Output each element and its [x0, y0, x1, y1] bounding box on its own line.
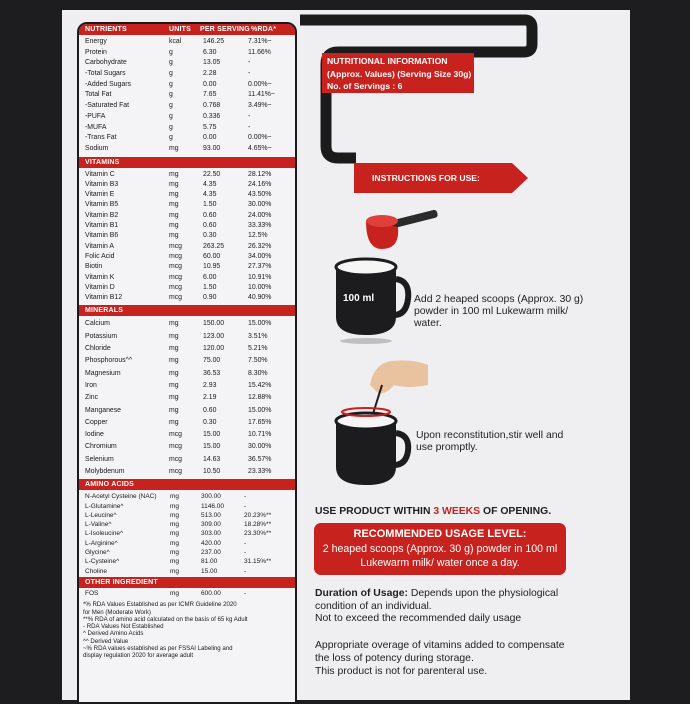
- nutrition-facts-panel: [77, 22, 297, 704]
- nutrients-row: [79, 69, 295, 80]
- nutrient-name: Sodium: [85, 144, 109, 152]
- amino-acids-header: [79, 479, 295, 490]
- per-serving-value: 15.00: [203, 443, 221, 451]
- per-serving-value: 0.30: [203, 418, 217, 426]
- step-1-line-3: water.: [414, 318, 442, 330]
- rda-percent: 11.66%: [248, 48, 271, 56]
- rda-percent: 10.00%: [248, 283, 272, 291]
- per-serving-value: 13.05: [203, 59, 221, 67]
- nutrient-name: Vitamin K: [85, 273, 115, 281]
- footnote-line: for Men (Moderate Work): [83, 608, 151, 616]
- minerals-row: [79, 466, 295, 478]
- nutrients-row: [79, 123, 295, 134]
- rda-percent: 20.23%**: [244, 511, 272, 519]
- duration-label: Duration of Usage:: [315, 588, 408, 599]
- rda-percent: 15.42%: [248, 381, 272, 389]
- unit: mg: [169, 232, 179, 240]
- rda-percent: -: [244, 549, 247, 557]
- step-2-line-1: Upon reconstitution,stir well and: [416, 430, 564, 441]
- per-serving-value: 420.00: [201, 539, 221, 547]
- nutrient-name: Potassium: [85, 332, 118, 340]
- unit: mg: [169, 345, 179, 353]
- note-line-1: Appropriate overage of vitamins added to compensate: [315, 640, 565, 651]
- vitamins-row: [79, 170, 295, 180]
- stirring-mug-icon: [330, 355, 430, 495]
- per-serving-value: 1.50: [203, 283, 217, 291]
- unit: mg: [169, 170, 179, 178]
- rda-percent: 28.12%: [248, 170, 272, 178]
- nutrient-name: Vitamin A: [85, 242, 114, 250]
- rda-percent: 43.50%: [248, 191, 272, 199]
- serving-size: (Approx. Values) (Serving Size 30g): [327, 68, 472, 79]
- nutrient-name: Biotin: [85, 263, 103, 271]
- rda-percent: -: [248, 123, 251, 131]
- unit: mcg: [169, 431, 183, 439]
- nutrient-name: Total Fat: [85, 91, 112, 99]
- rda-percent: -: [244, 589, 247, 597]
- nutrient-name: Vitamin B6: [85, 232, 119, 240]
- note-line-3: This product is not for parenteral use.: [315, 665, 488, 677]
- rda-percent: 24.00%: [248, 211, 272, 219]
- vitamins-row: [79, 293, 295, 303]
- rda-percent: 3.49%~: [248, 102, 272, 110]
- amino-acids-table: [79, 490, 295, 576]
- per-serving-value: 0.00: [203, 134, 217, 142]
- nutrient-name: L-Glutamine^: [85, 502, 124, 510]
- per-serving-value: 0.90: [203, 294, 217, 302]
- per-serving-value: 0.60: [203, 406, 217, 414]
- rda-percent: 31.15%**: [244, 558, 272, 566]
- recommended-usage-box: [314, 523, 566, 575]
- per-serving-value: 6.00: [203, 273, 217, 281]
- nutrition-info-title: NUTRITIONAL INFORMATION: [327, 56, 448, 66]
- vitamins-row: [79, 252, 295, 262]
- per-serving-value: 2.93: [203, 381, 217, 389]
- rda-percent: 36.57%: [248, 455, 272, 463]
- minerals-row: [79, 392, 295, 404]
- per-serving-value: 6.30: [203, 48, 217, 56]
- amino-acids-row: [79, 548, 295, 557]
- vitamins-row: [79, 242, 295, 252]
- unit: mcg: [169, 443, 183, 451]
- rda-percent: 11.41%~: [248, 91, 275, 99]
- minerals-row: [79, 405, 295, 417]
- rda-percent: -: [244, 539, 247, 547]
- minerals-row: [79, 380, 295, 392]
- use-within-notice: [315, 506, 551, 518]
- per-serving-value: 300.00: [201, 493, 221, 501]
- nutrient-name: L-Leucine^: [85, 511, 117, 519]
- nutrients-row: [79, 112, 295, 123]
- minerals-row: [79, 417, 295, 429]
- unit: mcg: [169, 263, 183, 271]
- unit: mg: [169, 222, 179, 230]
- unit: mcg: [169, 252, 183, 260]
- unit: mg: [169, 332, 179, 340]
- rda-percent: 0.00%~: [248, 80, 272, 88]
- per-serving-value: 263.25: [203, 242, 225, 250]
- unit: g: [169, 112, 173, 120]
- use-within-suffix: OF OPENING.: [480, 506, 552, 517]
- unit: g: [169, 80, 173, 88]
- nutritional-information-banner: [322, 53, 474, 93]
- per-serving-value: 22.50: [203, 170, 221, 178]
- rda-percent: 15.00%: [248, 406, 272, 414]
- nutrient-name: Folic Acid: [85, 252, 115, 260]
- nutrient-name: -PUFA: [85, 112, 106, 120]
- col-nutrients: NUTRIENTS: [85, 26, 127, 33]
- unit: g: [169, 123, 173, 131]
- nutrient-name: Choline: [85, 567, 108, 575]
- per-serving-value: 123.00: [203, 332, 225, 340]
- cup-volume-label: 100 ml: [343, 293, 375, 304]
- amino-acids-row: [79, 511, 295, 520]
- scoop-icon: [360, 205, 442, 253]
- unit: g: [169, 70, 173, 78]
- per-serving-value: 15.00: [201, 567, 218, 575]
- nutrient-name: Vitamin B5: [85, 201, 119, 209]
- recommended-line-2: Lukewarm milk/ water once a day.: [360, 557, 520, 569]
- vitamins-row: [79, 262, 295, 272]
- number-of-servings: No. of Servings : 6: [327, 81, 403, 91]
- step-2-text: [416, 430, 563, 454]
- vitamins-row: [79, 273, 295, 283]
- amino-acids-row: [79, 529, 295, 538]
- unit: g: [169, 59, 173, 67]
- vitamins-header: [79, 157, 295, 168]
- step-1-line-1: Add 2 heaped scoops (Approx. 30 g): [414, 294, 584, 305]
- rda-percent: 26.32%: [248, 242, 272, 250]
- minerals-table: [79, 316, 295, 478]
- footnote-line: ^ Derived Amino Acids: [83, 630, 144, 638]
- per-serving-value: 75.00: [203, 357, 221, 365]
- other-row: [79, 589, 295, 598]
- unit: g: [169, 48, 173, 56]
- unit: kcal: [169, 38, 182, 45]
- nutrients-row: [79, 58, 295, 69]
- nutrient-name: -Trans Fat: [85, 134, 117, 142]
- per-serving-value: 81.00: [201, 558, 218, 566]
- minerals-row: [79, 368, 295, 380]
- footnote-line: ~% RDA values established as per FSSAI Labeling and: [83, 645, 233, 653]
- nutrient-name: FOS: [85, 589, 99, 597]
- unit: mg: [169, 191, 179, 199]
- per-serving-value: 60.00: [203, 252, 221, 260]
- amino-acids-row: [79, 502, 295, 511]
- nutrients-row: [79, 37, 295, 48]
- amino-acids-row: [79, 567, 295, 576]
- footnote-line: *% RDA Values Established as per ICMR Guideline 2020: [83, 601, 237, 609]
- rda-percent: 3.51%: [248, 332, 268, 340]
- nutrient-name: Selenium: [85, 455, 114, 463]
- minerals-row: [79, 355, 295, 367]
- per-serving-value: 0.336: [203, 112, 221, 120]
- nutrient-name: Vitamin B12: [85, 294, 123, 302]
- nutrient-name: L-Arginine^: [85, 539, 118, 547]
- rda-percent: 0.00%~: [248, 134, 272, 142]
- unit: mg: [170, 558, 180, 566]
- nutrients-row: [79, 101, 295, 112]
- unit: mg: [169, 144, 179, 152]
- vitamins-row: [79, 180, 295, 190]
- per-serving-value: 15.00: [203, 431, 221, 439]
- unit: mg: [170, 539, 180, 547]
- rda-percent: 34.00%: [248, 252, 272, 260]
- per-serving-value: 36.53: [203, 369, 221, 377]
- duration-text-3: Not to exceed the recommended daily usage: [315, 613, 522, 625]
- nutrient-name: Calcium: [85, 320, 110, 328]
- rda-percent: 23.30%**: [244, 530, 272, 538]
- unit: mcg: [169, 455, 183, 463]
- unit: mg: [170, 530, 180, 538]
- minerals-header: [79, 305, 295, 316]
- amino-acids-row: [79, 520, 295, 529]
- nutrient-name: Protein: [85, 48, 107, 56]
- nutrient-name: Iodine: [85, 431, 104, 439]
- nutrients-row: [79, 144, 295, 155]
- per-serving-value: 93.00: [203, 144, 221, 152]
- step-1-line-2: powder in 100 ml Lukewarm milk/: [414, 306, 569, 318]
- nutrients-row: [79, 133, 295, 144]
- nutrient-name: Vitamin B2: [85, 211, 119, 219]
- duration-of-usage: [315, 588, 558, 626]
- unit: g: [169, 134, 173, 142]
- nutrient-name: Vitamin C: [85, 170, 115, 178]
- vitamins-row: [79, 283, 295, 293]
- nutrient-name: Chloride: [85, 345, 111, 353]
- col-units: UNITS: [169, 26, 191, 33]
- rda-percent: 12.5%: [248, 232, 268, 240]
- nutrient-name: Phosphorous^^: [85, 357, 133, 365]
- per-serving-value: 513.00: [201, 511, 221, 519]
- nutrient-name: Chromium: [85, 443, 117, 451]
- duration-text-2: condition of an individual.: [315, 600, 432, 612]
- recommended-title: RECOMMENDED USAGE LEVEL:: [353, 528, 527, 540]
- per-serving-value: 0.60: [203, 211, 217, 219]
- rda-percent: -: [244, 567, 247, 575]
- per-serving-value: 0.60: [203, 222, 217, 230]
- minerals-row: [79, 441, 295, 453]
- nutrient-name: Molybdenum: [85, 467, 125, 475]
- amino-acids-title: AMINO ACIDS: [85, 481, 134, 489]
- minerals-row: [79, 318, 295, 330]
- unit: mg: [169, 394, 179, 402]
- rda-percent: -: [248, 112, 251, 120]
- rda-percent: 30.00%: [248, 201, 272, 209]
- per-serving-value: 1146.00: [201, 502, 225, 510]
- per-serving-value: 0.00: [203, 80, 217, 88]
- unit: mg: [170, 521, 180, 529]
- rda-percent: 24.16%: [248, 180, 272, 188]
- per-serving-value: 4.35: [203, 180, 217, 188]
- unit: mg: [170, 589, 180, 597]
- nutrient-name: Energy: [85, 38, 107, 45]
- nutrient-name: Glycine^: [85, 549, 110, 557]
- rda-percent: -: [248, 59, 251, 67]
- footnote-line: - RDA Values Not Established: [83, 623, 164, 631]
- vitamins-row: [79, 211, 295, 221]
- nutrient-name: -Added Sugars: [85, 80, 131, 88]
- unit: mg: [170, 511, 180, 519]
- unit: mg: [169, 211, 179, 219]
- vitamins-row: [79, 200, 295, 210]
- per-serving-value: 309.00: [201, 521, 221, 529]
- unit: mcg: [169, 242, 183, 250]
- unit: mcg: [169, 273, 183, 281]
- nutrient-name: Zinc: [85, 394, 99, 402]
- step-2-line-2: use promptly.: [416, 442, 478, 454]
- unit: mcg: [169, 467, 183, 475]
- rda-percent: 8.30%: [248, 369, 268, 377]
- per-serving-value: 600.00: [201, 589, 221, 597]
- other-ingredient-header: [79, 577, 295, 588]
- per-serving-value: 2.28: [203, 70, 217, 78]
- col-rda: %RDA*: [251, 26, 277, 33]
- minerals-row: [79, 429, 295, 441]
- recommended-line-1: 2 heaped scoops (Approx. 30 g) powder in 100 ml: [322, 543, 558, 555]
- rda-percent: 7.50%: [248, 357, 268, 365]
- nutrients-row: [79, 48, 295, 59]
- rda-percent: 10.91%: [248, 273, 272, 281]
- use-within-highlight: 3 WEEKS: [433, 506, 481, 517]
- nutrient-name: -Saturated Fat: [85, 102, 130, 110]
- per-serving-value: 1.50: [203, 201, 217, 209]
- per-serving-value: 14.63: [203, 455, 221, 463]
- rda-percent: 5.21%: [248, 345, 268, 353]
- unit: mg: [169, 201, 179, 209]
- unit: g: [169, 102, 173, 110]
- minerals-title: MINERALS: [85, 307, 124, 315]
- note-line-2: the loss of potency during storage.: [315, 652, 474, 664]
- step-1-text: [414, 294, 583, 331]
- unit: mg: [170, 502, 180, 510]
- unit: mg: [169, 406, 179, 414]
- per-serving-value: 10.50: [203, 467, 221, 475]
- unit: g: [169, 91, 173, 99]
- nutrients-row: [79, 80, 295, 91]
- instructions-banner: [354, 163, 512, 193]
- unit: mg: [170, 493, 180, 501]
- rda-percent: -: [248, 70, 251, 78]
- minerals-row: [79, 331, 295, 343]
- rda-percent: -: [244, 493, 247, 501]
- vitamins-title: VITAMINS: [85, 158, 120, 166]
- instructions-title: INSTRUCTIONS FOR USE:: [372, 173, 480, 183]
- per-serving-value: 5.75: [203, 123, 217, 131]
- per-serving-value: 237.00: [201, 549, 221, 557]
- nutrient-name: Magnesium: [85, 369, 121, 377]
- per-serving-value: 4.35: [203, 191, 217, 199]
- vitamins-row: [79, 190, 295, 200]
- other-ingredient-table: [79, 588, 295, 598]
- amino-acids-row: [79, 539, 295, 548]
- nutrient-name: L-Cysteine^: [85, 558, 120, 566]
- unit: mg: [169, 180, 179, 188]
- nutrient-name: -Total Sugars: [85, 70, 126, 78]
- nutrients-table: [79, 35, 295, 155]
- unit: mcg: [169, 294, 183, 302]
- unit: mcg: [169, 283, 183, 291]
- rda-percent: 30.00%: [248, 443, 272, 451]
- vitamins-table: [79, 168, 295, 304]
- unit: mg: [169, 418, 179, 426]
- minerals-row: [79, 454, 295, 466]
- nutrient-name: L-Valine^: [85, 521, 112, 529]
- nutrient-name: Vitamin B1: [85, 222, 119, 230]
- nutrient-name: Vitamin E: [85, 191, 115, 199]
- product-notes: [315, 640, 565, 678]
- col-per-serving: PER SERVING: [200, 26, 250, 33]
- nutrients-header: [79, 24, 295, 35]
- per-serving-value: 146.25: [203, 38, 225, 45]
- use-within-prefix: USE PRODUCT WITHIN: [315, 506, 434, 517]
- unit: mg: [170, 567, 180, 575]
- per-serving-value: 2.19: [203, 394, 217, 402]
- footnote-line: display regulation 2020 for average adult: [83, 652, 194, 660]
- nutrient-name: Iron: [85, 381, 97, 389]
- nutrient-name: -MUFA: [85, 123, 107, 131]
- rda-percent: 27.37%: [248, 263, 272, 271]
- vitamins-row: [79, 231, 295, 241]
- nutrient-name: Manganese: [85, 406, 122, 414]
- rda-percent: 12.88%: [248, 394, 272, 402]
- nutrient-name: N-Acetyl Cysteine (NAC): [85, 493, 157, 501]
- nutrient-name: Copper: [85, 418, 108, 426]
- unit: mg: [169, 320, 179, 328]
- per-serving-value: 0.768: [203, 102, 221, 110]
- rda-percent: -: [244, 502, 247, 510]
- rda-percent: 4.65%~: [248, 144, 272, 152]
- footnote-line: ^^ Derived Value: [83, 637, 129, 645]
- amino-acids-row: [79, 492, 295, 501]
- vitamins-row: [79, 221, 295, 231]
- rda-percent: 18.28%**: [244, 521, 272, 529]
- unit: mg: [169, 381, 179, 389]
- rda-percent: 23.33%: [248, 467, 272, 475]
- footnote-line: **% RDA of amino acid calculated on the basis of 65 kg Adult: [83, 615, 248, 623]
- rda-percent: 40.90%: [248, 294, 272, 302]
- duration-text-1: Depends upon the physiological: [407, 588, 559, 599]
- footnotes: [79, 601, 295, 659]
- rda-percent: 17.65%: [248, 418, 272, 426]
- nutrient-name: Vitamin B3: [85, 180, 119, 188]
- nutrient-name: Vitamin D: [85, 283, 115, 291]
- amino-acids-row: [79, 557, 295, 566]
- per-serving-value: 0.30: [203, 232, 217, 240]
- rda-percent: 10.71%: [248, 431, 272, 439]
- rda-percent: 15.00%: [248, 320, 272, 328]
- nutrient-name: Carbohydrate: [85, 59, 127, 67]
- unit: mg: [169, 369, 179, 377]
- per-serving-value: 150.00: [203, 320, 225, 328]
- other-ingredient-title: OTHER INGREDIENT: [85, 578, 158, 586]
- unit: mg: [170, 549, 180, 557]
- rda-percent: 33.33%: [248, 222, 272, 230]
- per-serving-value: 7.65: [203, 91, 217, 99]
- unit: mg: [169, 357, 179, 365]
- minerals-row: [79, 343, 295, 355]
- nutrient-name: L-Isoleucine^: [85, 530, 124, 538]
- rda-percent: 7.31%~: [248, 38, 272, 45]
- per-serving-value: 120.00: [203, 345, 225, 353]
- per-serving-value: 10.95: [203, 263, 221, 271]
- per-serving-value: 303.00: [201, 530, 221, 538]
- nutrients-row: [79, 90, 295, 101]
